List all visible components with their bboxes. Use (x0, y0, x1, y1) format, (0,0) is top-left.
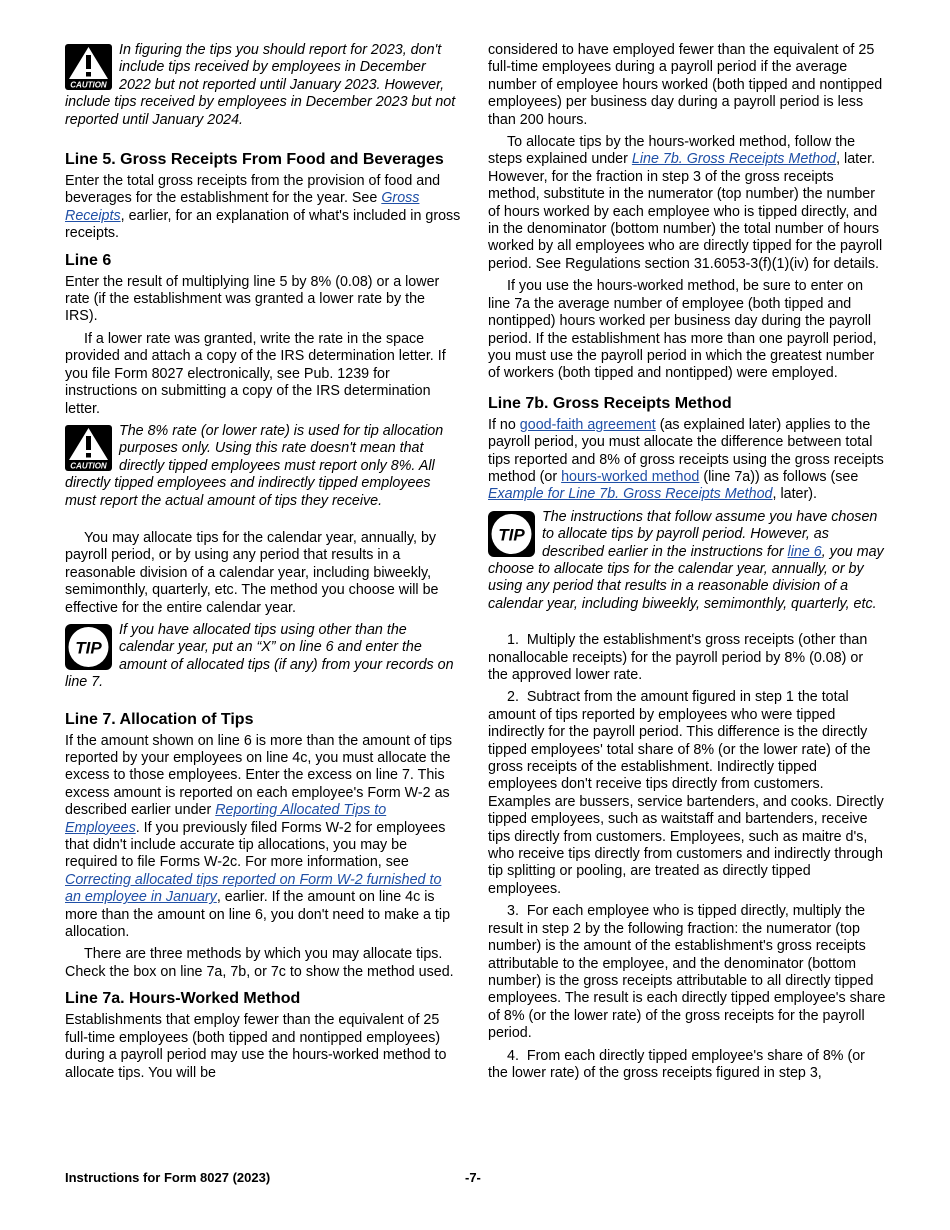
line6-link[interactable]: line 6 (787, 543, 822, 560)
list-item: 4. From each directly tipped employee's share of 8% (or the lower rate) of the gross receipts figured in step 3, (488, 1047, 865, 1081)
hours-worked-enter-paragraph: If you use the hours-worked method, be sure to enter on line 7a the average number of employee (both tipped and nontipped) hours worked per business day during the payroll period. If the establishment has more than one payroll period, you must use the payroll period in which the greatest number of workers (both tipped and nontipped) were employed. (488, 278, 877, 382)
reporting-allocated-tips-link[interactable]: Reporting Allocated Tips to Employees (65, 802, 387, 836)
tip-icon (65, 624, 112, 670)
list-item: 2. Subtract from the amount figured in step 1 the total amount of tips reported by employees who were tipped indirectly for the payroll period. This difference is the directly tipped employees' total share of 8% (or the lower rate) of the gross receipts of the establishment. Indirectly tipped employees don't receive tips directly from customers. Examples are bussers, service bartenders, and cooks. Directly tipped employees, such as waitstaff and bartenders, receive tips directly from customers. Employees, such as maitre d's, who receive tips directly from customers and indirectly through tip splitting or pooling, are treated as directly tipped employees. (488, 689, 884, 897)
example-line7b-link[interactable]: Example for Line 7b. Gross Receipts Method (488, 486, 773, 503)
tip-text: If you have allocated tips using other than the calendar year, put an “X” on line 6 and enter the amount of allocated tips (if any) from your records on line 7. (65, 621, 454, 691)
left-column (65, 42, 461, 1087)
line7b-heading: Line 7b. Gross Receipts Method (488, 394, 732, 412)
line6-lower-rate-paragraph: If a lower rate was granted, write the rate in the space provided and attach a copy of the IRS determination letter. If you file Form 8027 electronically, see Pub. 1239 for instructions on submitting a copy of the IRS determination letter. (65, 330, 446, 417)
three-methods-paragraph: There are three methods by which you may allocate tips. Check the box on line 7a, 7b, or 7c to show the method used. (65, 946, 454, 980)
line7-paragraph: If the amount shown on line 6 is more than the amount of tips reported by your employees on line 4c, you must allocate the excess to those employees. Enter the excess on line 7. This excess amount is reported on each employee's Form W-2 as described earlier under Reporting Allocated Tips to Employees. If you previously filed Forms W-2 for employees that didn't include accurate tip allocations, you may be required to file Forms W-2c. For more information, see Correcting allocated tips reported on Form W-2 furnished to an employee in January, earlier. If the amount on line 4c is more than the amount on line 6, you don't need to make a tip allocation. (65, 732, 453, 941)
footer-page-number: -7- (465, 1170, 481, 1185)
hours-worked-paragraph: To allocate tips by the hours-worked method, follow the steps explained under Line 7b. Gross Receipts Method, later. However, for the fraction in step 3 of the gross receipts method, substitute in the numerator (top number) the number of hours worked by each employee who is tipped directly, and in the denominator (bottom number) the total number of hours worked by all employees who are directly tipped for the payroll period. See Regulations section 31.6053-3(f)(1)(iv) for details. (488, 134, 883, 272)
list-item: 1. Multiply the establishment's gross receipts (other than nonallocable receipts) for the payroll period by 8% (0.08) or the approved lower rate. (488, 632, 868, 683)
line6-heading: Line 6 (65, 251, 112, 269)
line7-heading: Line 7. Allocation of Tips (65, 710, 254, 728)
hours-worked-method-link[interactable]: hours-worked method (561, 468, 700, 485)
line7a-paragraph: Establishments that employ fewer than the equivalent of 25 full-time employees (both tipped and nontipped employees) during a payroll period may use the hours-worked method to allocate tips. You will be (65, 1012, 447, 1081)
caution-icon (65, 425, 112, 471)
good-faith-agreement-link[interactable]: good-faith agreement (519, 416, 656, 433)
svg-text:TIP: TIP (498, 525, 525, 545)
steps-list (488, 632, 886, 1082)
line5-heading: Line 5. Gross Receipts From Food and Beverages (65, 151, 444, 169)
allocate-period-paragraph: You may allocate tips for the calendar year, annually, by payroll period, or by using any period that results in a reasonable division of a calendar year, including biweekly, semimonthly, quarterly, etc. The method you choose will be effective for the entire calendar year. (65, 529, 439, 616)
svg-text:CAUTION: CAUTION (70, 80, 107, 90)
gross-receipts-link[interactable]: Gross Receipts (65, 190, 420, 224)
caution-text: The 8% rate (or lower rate) is used for tip allocation purposes only. Using this rate doesn't mean that directly tipped employees must report only 8%. All directly tipped employees and indirectly tipped employees must report the actual amount of tips they receive. (65, 422, 444, 509)
continued-paragraph: considered to have employed fewer than the equivalent of 25 full-time employees during a payroll period if the average number of employee hours worked (both tipped and nontipped employees) per business day during a payroll period is less than 200 hours. (488, 42, 883, 128)
tip-icon (488, 511, 535, 557)
line7b-paragraph: If no good-faith agreement (as explained later) applies to the payroll period, you must allocate the difference between total tips reported and 8% of gross receipts using the gross receipts method (or hours-worked method (line 7a)) as follows (see Example for Line 7b. Gross Receipts Method, later). (488, 416, 884, 503)
line7b-method-link[interactable]: Line 7b. Gross Receipts Method (631, 151, 837, 168)
correcting-allocated-tips-link[interactable]: Correcting allocated tips reported on Form W-2 furnished to an employee in January (65, 871, 442, 906)
caution-note (65, 42, 461, 129)
line5-paragraph: Enter the total gross receipts from the provision of food and beverages for the establishment for the year. See Gross Receipts, earlier, for an explanation of what's included in gross receipts. (65, 173, 461, 242)
caution-text: In figuring the tips you should report for 2023, don't include tips received by employees in December 2022 but not reported until January 2023. However, include tips received by employees in December 2023 but not reported until January 2024. (65, 42, 456, 128)
tip-note: TIP The instructions that follow assume you have chosen to allocate tips by payroll period. However, as described earlier in the instructions for line 6, you may choose to allocate tips for the calendar year, annually, or by using any period that results in a reasonable division of a calendar year, including biweekly, semimonthly, quarterly, etc. (488, 508, 884, 612)
right-column (488, 42, 886, 1087)
list-item: 3. For each employee who is tipped directly, multiply the result in step 2 by the following fraction: the numerator (top number) is the amount of the establishment's gross receipts attributable to the employee, and the denominator (bottom number) is the gross receipts attributable to all directly tipped employees. The result is each directly tipped employee's share of 8% (or the lower rate) of the gross receipts for the payroll period. (488, 903, 886, 1042)
line6-paragraph: Enter the result of multiplying line 5 by 8% (0.08) or a lower rate (if the establishment was granted a lower rate by the IRS). (65, 273, 440, 325)
tip-note (65, 622, 461, 692)
footer-form-title: Instructions for Form 8027 (2023) (65, 1170, 271, 1185)
caution-note (65, 423, 461, 510)
svg-text:TIP: TIP (75, 638, 102, 658)
svg-text:CAUTION: CAUTION (70, 461, 107, 471)
line7a-heading: Line 7a. Hours-Worked Method (65, 990, 301, 1008)
caution-icon (65, 44, 112, 90)
